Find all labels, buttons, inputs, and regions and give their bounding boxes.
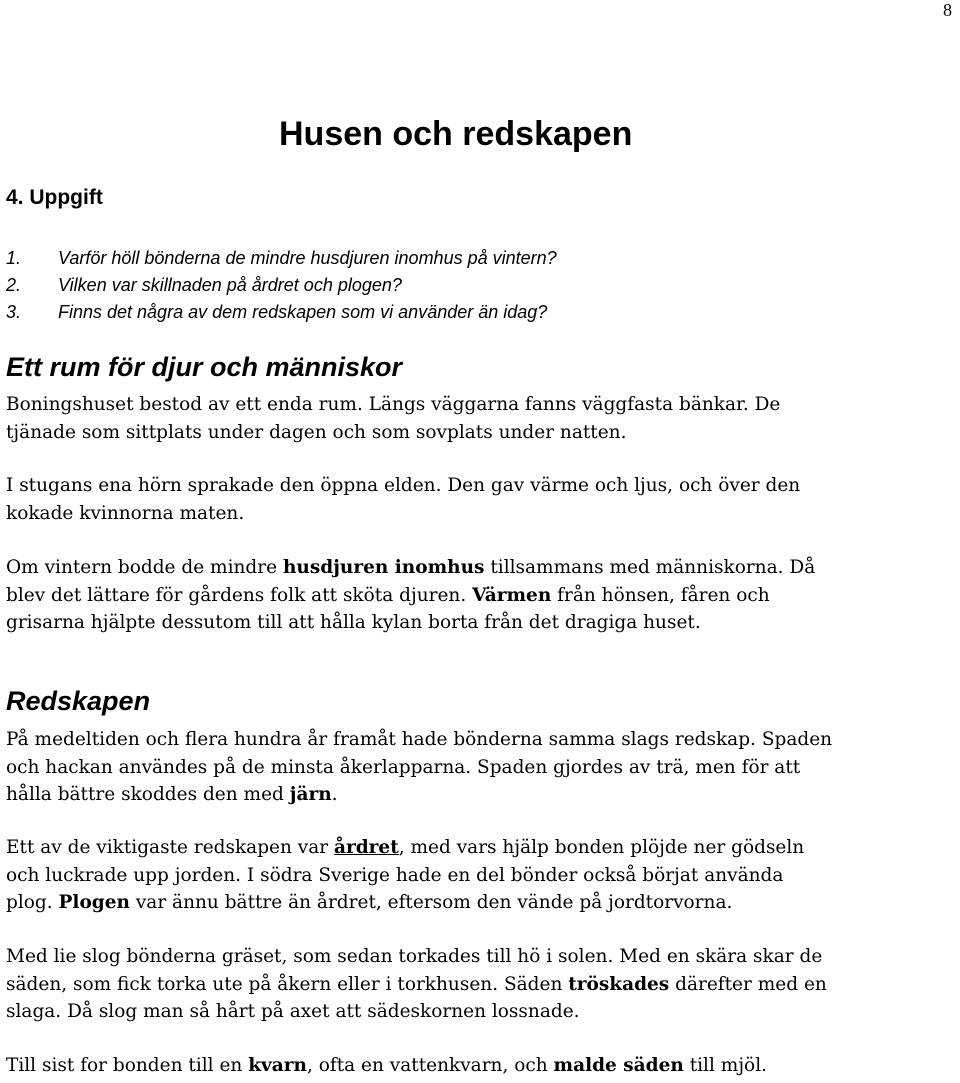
bold-term-ardret: årdret [334, 837, 399, 858]
bold-term-malde-saden: malde säden [553, 1055, 684, 1076]
page-title: Husen och redskapen [279, 115, 633, 153]
paragraph-line [6, 554, 946, 582]
text-run: till mjöl. [683, 1055, 767, 1076]
bold-term-varmen: Värmen [472, 584, 552, 606]
bold-term-kvarn: kvarn [248, 1055, 307, 1076]
bold-term-plogen: Plogen [58, 892, 130, 913]
text-run: blev det lättare för gårdens folk att sköta djuren. [6, 584, 473, 606]
text-run: , med vars hjälp bonden plöjde ner gödseln [398, 837, 805, 858]
paragraph-line: och luckrade upp jorden. I södra Sverige hade en del bönder också börjat använda [6, 864, 784, 886]
page-number: 8 [943, 0, 952, 20]
paragraph-line: kokade kvinnorna maten. [6, 502, 245, 524]
text-run: , ofta en vattenkvarn, och [306, 1055, 554, 1076]
paragraph-lie [6, 943, 946, 1026]
bold-term-husdjuren-inomhus: husdjuren inomhus [282, 557, 485, 578]
bold-term-jarn: järn [289, 784, 332, 805]
text-run: säden, som fick torka ute på åkern eller i torkhusen. Säden [6, 973, 569, 995]
text-run: . [331, 784, 338, 805]
paragraph-medeltiden [6, 726, 946, 809]
paragraph-kvarn [6, 1052, 946, 1080]
paragraph-line: slaga. Då slog man så hårt på axet att sädeskornen lossnade. [6, 1001, 580, 1022]
question-text: Varför höll bönderna de mindre husdjuren inomhus på vintern? [58, 248, 557, 268]
text-run: hålla bättre skoddes den med [6, 784, 290, 805]
text-run: tillsammans med människorna. Då [484, 557, 816, 578]
question-list [6, 245, 557, 326]
text-run: därefter med en [669, 973, 827, 995]
text-run: Ett av de viktigaste redskapen var [6, 837, 335, 858]
paragraph-line: grisarna hjälpte dessutom till att hålla kylan borta från det dragiga huset. [6, 612, 701, 633]
question-number: 3. [6, 302, 22, 322]
paragraph-line [6, 889, 946, 917]
text-run: Till sist for bonden till en [6, 1055, 249, 1076]
paragraph-line [6, 1052, 946, 1080]
paragraph-line: I stugans ena hörn sprakade den öppna elden. Den gav värme och ljus, och över den [6, 475, 801, 496]
question-text: Vilken var skillnaden på årdret och plogen? [58, 275, 402, 295]
paragraph-ardret [6, 834, 946, 917]
section-heading-redskapen: Redskapen [6, 686, 151, 716]
paragraph-line [6, 834, 946, 862]
question-number: 2. [6, 275, 22, 295]
question-item [6, 245, 557, 272]
question-number: 1. [6, 248, 22, 268]
bold-term-troskades: tröskades [568, 973, 670, 995]
paragraph-husdjuren [6, 554, 946, 637]
task-heading: 4. Uppgift [6, 186, 103, 209]
question-item [6, 299, 557, 326]
paragraph-line [6, 582, 946, 610]
section-heading-rum: Ett rum för djur och människor [6, 352, 403, 382]
paragraph-boningshuset [6, 391, 946, 446]
paragraph-line: Boningshuset bestod av ett enda rum. Längs väggarna fanns väggfasta bänkar. De [6, 394, 781, 415]
paragraph-line: Med lie slog bönderna gräset, som sedan torkades till hö i solen. Med en skära skar de [6, 946, 823, 967]
text-run: plog. [6, 892, 59, 913]
paragraph-line: På medeltiden och flera hundra år framåt hade bönderna samma slags redskap. Spaden [6, 729, 833, 750]
paragraph-line [6, 781, 946, 809]
question-text: Finns det några av dem redskapen som vi använder än idag? [58, 302, 548, 322]
paragraph-line: tjänade som sittplats under dagen och som sovplats under natten. [6, 421, 627, 443]
text-run: var ännu bättre än årdret, eftersom den vände på jordtorvorna. [129, 892, 733, 913]
question-item [6, 272, 557, 299]
paragraph-line [6, 971, 946, 999]
paragraph-line: och hackan användes på de minsta åkerlapparna. Spaden gjordes av trä, men för att [6, 756, 801, 778]
text-run: Om vintern bodde de mindre [6, 557, 283, 578]
paragraph-elden [6, 472, 946, 527]
text-run: från hönsen, fåren och [551, 584, 770, 606]
